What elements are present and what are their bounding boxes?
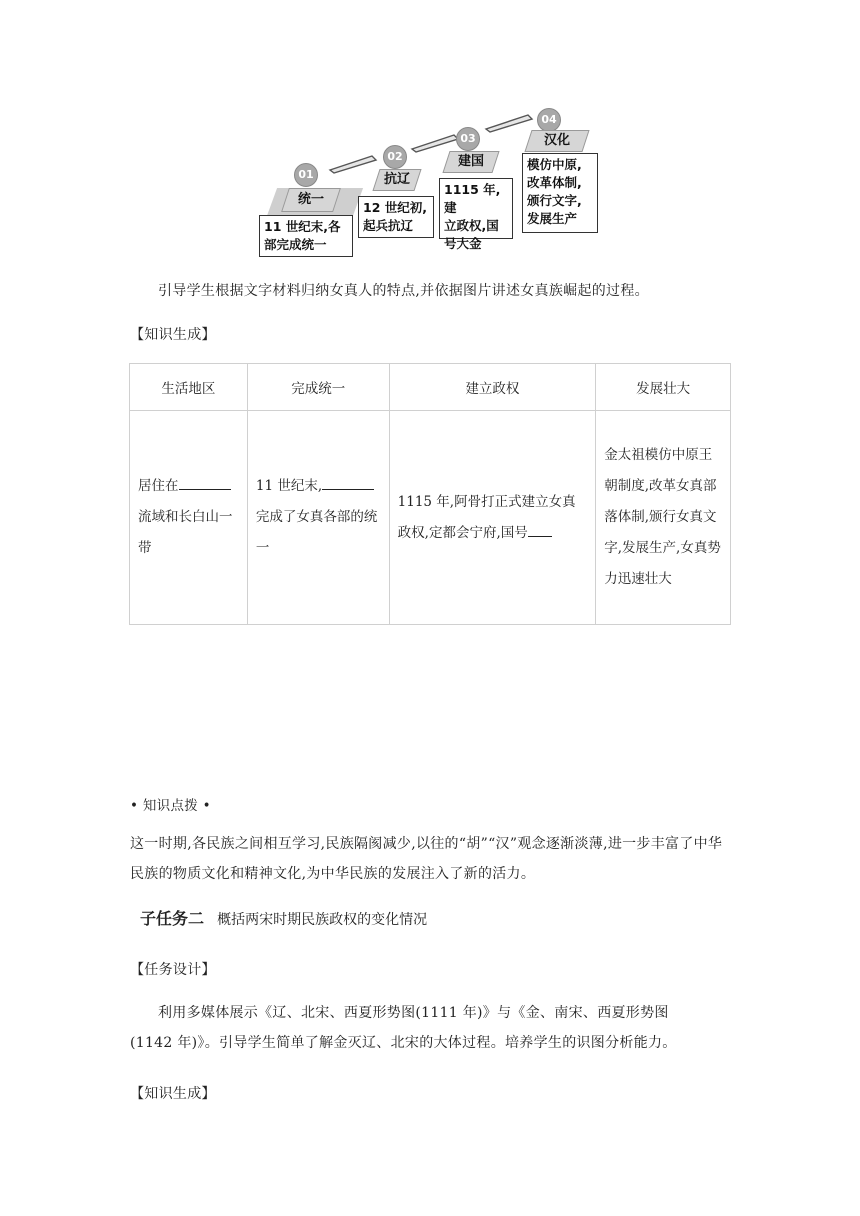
step-label: 抗辽 [372, 169, 421, 191]
table-header: 生活地区 [130, 364, 248, 411]
step-label: 统一 [281, 188, 341, 212]
section-heading: 【知识生成】 [130, 1086, 216, 1102]
table-cell: 金太祖模仿中原王朝制度,改革女真部落体制,颁行女真文字,发展生产,女真势力迅速壮大 [596, 411, 731, 625]
arrow-icon [410, 131, 462, 153]
fill-blank[interactable] [179, 475, 231, 490]
fill-blank[interactable] [322, 475, 374, 490]
table-header: 建立政权 [389, 364, 596, 411]
intro-paragraph: 引导学生根据文字材料归纳女真人的特点,并依据图片讲述女真族崛起的过程。 [158, 283, 649, 299]
subtask-heading [140, 906, 427, 933]
step-label: 汉化 [524, 130, 589, 152]
knowledge-table [129, 363, 731, 625]
table-header: 完成统一 [247, 364, 389, 411]
subtask-label: 子任务二 [140, 909, 205, 928]
arrow-icon [484, 111, 536, 133]
step-label: 建国 [442, 151, 499, 173]
table-header-row [130, 364, 731, 411]
design-paragraph: 利用多媒体展示《辽、北宋、西夏形势图(1111 年)》与《金、南宋、西夏形势图(1142 年)》。引导学生简单了解金灭辽、北宋的大体过程。培养学生的识图分析能力。 [130, 1005, 677, 1051]
fill-blank[interactable] [528, 522, 552, 537]
step-box: 12 世纪初, 起兵抗辽 [358, 196, 434, 238]
arrow-icon [328, 152, 380, 174]
table-header: 发展壮大 [596, 364, 731, 411]
tip-title: • 知识点拨 • [130, 798, 211, 814]
table-cell: 11 世纪末,完成了女真各部的统一 [247, 411, 389, 625]
section-heading: 【知识生成】 [130, 327, 216, 343]
step-number: 04 [537, 108, 561, 132]
table-row [130, 411, 731, 625]
step-number: 01 [294, 163, 318, 187]
step-number: 03 [456, 127, 480, 151]
step-number: 02 [383, 145, 407, 169]
table-cell: 居住在流域和长白山一带 [130, 411, 248, 625]
step-box: 模仿中原, 改革体制, 颁行文字, 发展生产 [522, 153, 598, 233]
table-cell: 1115 年,阿骨打正式建立女真政权,定都会宁府,国号 [389, 411, 596, 625]
subtask-title: 概括两宋时期民族政权的变化情况 [217, 912, 428, 928]
tip-paragraph: 这一时期,各民族之间相互学习,民族隔阂减少,以往的“胡”“汉”观念逐渐淡薄,进一步丰富了中华民族的物质文化和精神文化,为中华民族的发展注入了新的活力。 [130, 836, 723, 882]
section-heading: 【任务设计】 [130, 962, 216, 978]
step-box: 11 世纪末,各 部完成统一 [259, 215, 353, 257]
step-box: 1115 年,建 立政权,国 号大金 [439, 178, 513, 239]
